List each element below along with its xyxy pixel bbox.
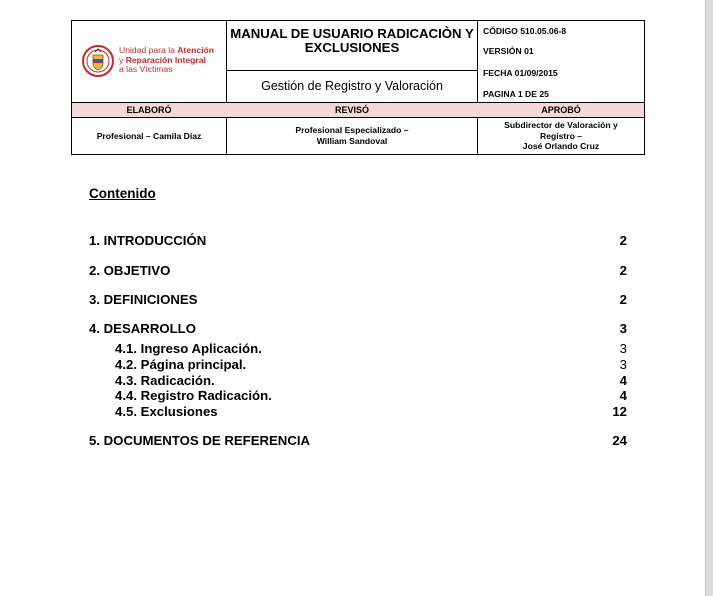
logo-cell: [72, 21, 226, 103]
toc-subentry[interactable]: 4.3. Radicación. 4: [115, 373, 627, 388]
prepared-by: Profesional – Camila Díaz: [96, 131, 202, 141]
coat-of-arms-icon: [82, 43, 114, 79]
toc-entry[interactable]: 5. DOCUMENTOS DE REFERENCIA 24: [89, 433, 627, 448]
document-version: VERSIÓN 01: [483, 46, 534, 56]
document-subtitle: Gestión de Registro y Valoración: [261, 79, 443, 93]
logo-wordmark: Unidad para la Atención y Reparación Integral a las Víctimas: [119, 45, 215, 74]
toc-subentry[interactable]: 4.2. Página principal. 3: [115, 357, 627, 372]
reviewed-by: Profesional Especializado – William Sandoval: [295, 125, 409, 146]
document-header-table: [71, 20, 645, 155]
toc-entry[interactable]: 3. DEFINICIONES 2: [89, 292, 627, 307]
toc-entry[interactable]: 2. OBJETIVO 2: [89, 263, 627, 278]
approved-label: APROBÓ: [541, 105, 581, 115]
document-date: FECHA 01/09/2015: [483, 68, 558, 78]
reviewed-label: REVISÓ: [334, 105, 369, 115]
viewer-scroll-gutter[interactable]: [706, 0, 713, 596]
document-code: CÓDIGO 510.05.06-8: [483, 26, 567, 36]
document-title: MANUAL DE USUARIO RADICACIÒN Y EXCLUSIONES: [230, 26, 474, 55]
prepared-label: ELABORÓ: [126, 105, 172, 115]
toc-title: Contenido: [89, 186, 156, 201]
approved-by: Subdirector de Valoración y Registro – José Orlando Cruz: [504, 120, 618, 151]
toc-entry[interactable]: 1. INTRODUCCIÓN 2: [89, 233, 627, 248]
toc-subentry[interactable]: 4.1. Ingreso Aplicación. 3: [115, 341, 627, 356]
toc-subentry[interactable]: 4.4. Registro Radicación. 4: [115, 388, 627, 403]
page-number: PAGINA 1 DE 25: [483, 89, 549, 99]
toc-subentry[interactable]: 4.5. Exclusiones 12: [115, 404, 627, 419]
toc-entry[interactable]: 4. DESARROLLO 3: [89, 321, 627, 336]
